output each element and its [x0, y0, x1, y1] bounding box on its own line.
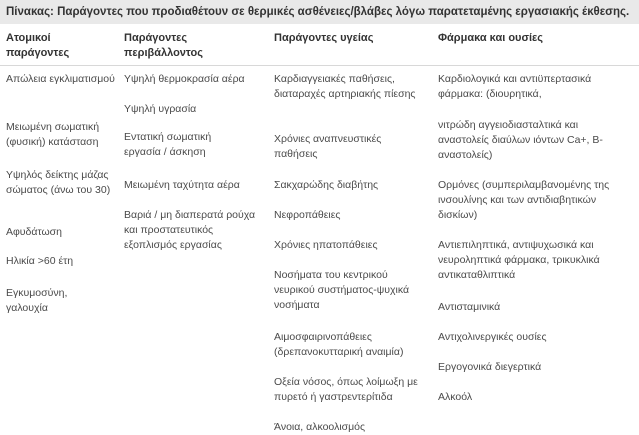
list-item: Αιμοσφαιρινοπάθειες (δρεπανοκυτταρική αναιμία): [274, 331, 404, 358]
list-item: Αντισταμινικά: [438, 301, 501, 313]
list-item: Νεφροπάθειες: [274, 209, 341, 221]
list-item: Εντατική σωματική εργασία / άσκηση: [124, 131, 212, 158]
column-header-drugs: Φάρμακα και ουσίες: [438, 32, 543, 44]
list-item: Αφυδάτωση: [6, 226, 62, 238]
list-item: Μειωμένη σωματική (φυσική) κατάσταση: [6, 121, 100, 148]
column-header-individual: Ατομικοί παράγοντες: [6, 32, 70, 59]
column-header-health: Παράγοντες υγείας: [274, 32, 374, 44]
list-item: Αντιεπιληπτικά, αντιψυχωσικά και νευροληπτικά φάρμακα, τρικυκλικά αντικαταθλιπτικά: [438, 239, 600, 281]
list-item: Καρδιολογικά και αντιϋπερτασικά φάρμακα: (διουρητικά,: [438, 73, 592, 100]
list-item: Υψηλός δείκτης μάζας σώματος (άνω του 30): [6, 169, 111, 196]
list-item: Απώλεια εγκλιματισμού: [6, 73, 115, 85]
list-item: Νοσήματα του κεντρικού νευρικού συστήματος-ψυχικά νοσήματα: [274, 269, 410, 311]
table-caption: Πίνακας: Παράγοντες που προδιαθέτουν σε θερμικές ασθένειες/βλάβες λόγω παρατεταμένης εργασιακής έκθεσης.: [0, 0, 639, 24]
list-item: Υψηλή υγρασία: [124, 103, 197, 115]
list-item: Οξεία νόσος, όπως λοίμωξη με πυρετό ή γαστρεντερίτιδα: [274, 376, 418, 403]
list-item: Υψηλή θερμοκρασία αέρα: [124, 73, 245, 85]
list-item: Αντιχολινεργικές ουσίες: [438, 331, 547, 343]
list-item: Χρόνιες ηπατοπάθειες: [274, 239, 378, 251]
list-item: Ορμόνες (συμπεριλαμβανομένης της ινσουλίνης και των αντιδιαβητικών δισκίων): [438, 179, 610, 221]
list-item: Ηλικία >60 έτη: [6, 255, 74, 267]
list-item: Καρδιαγγειακές παθήσεις, διαταραχές αρτηριακής πίεσης: [274, 73, 416, 100]
list-item: Μειωμένη ταχύτητα αέρα: [124, 179, 240, 191]
list-item: Βαριά / μη διαπερατά ρούχα και προστατευτικός εξοπλισμός εργασίας: [124, 209, 256, 251]
list-item: Άνοια, αλκοολισμός: [274, 421, 366, 433]
list-item: Σακχαρώδης διαβήτης: [274, 179, 379, 191]
list-item: Χρόνιες αναπνευστικές παθήσεις: [274, 133, 382, 160]
list-item: Εγκυμοσύνη, γαλουχία: [6, 287, 68, 314]
list-item: νιτρώδη αγγειοδιασταλτικά και αναστολείς διαύλων ιόντων Ca+, Β-αναστολείς): [438, 119, 603, 161]
list-item: Εργογονικά διεγερτικά: [438, 361, 542, 373]
table-header-row: [0, 24, 639, 66]
list-item: Αλκοόλ: [438, 391, 473, 403]
table-body-row: [0, 66, 639, 434]
column-header-environment: Παράγοντες περιβάλλοντος: [124, 32, 203, 59]
